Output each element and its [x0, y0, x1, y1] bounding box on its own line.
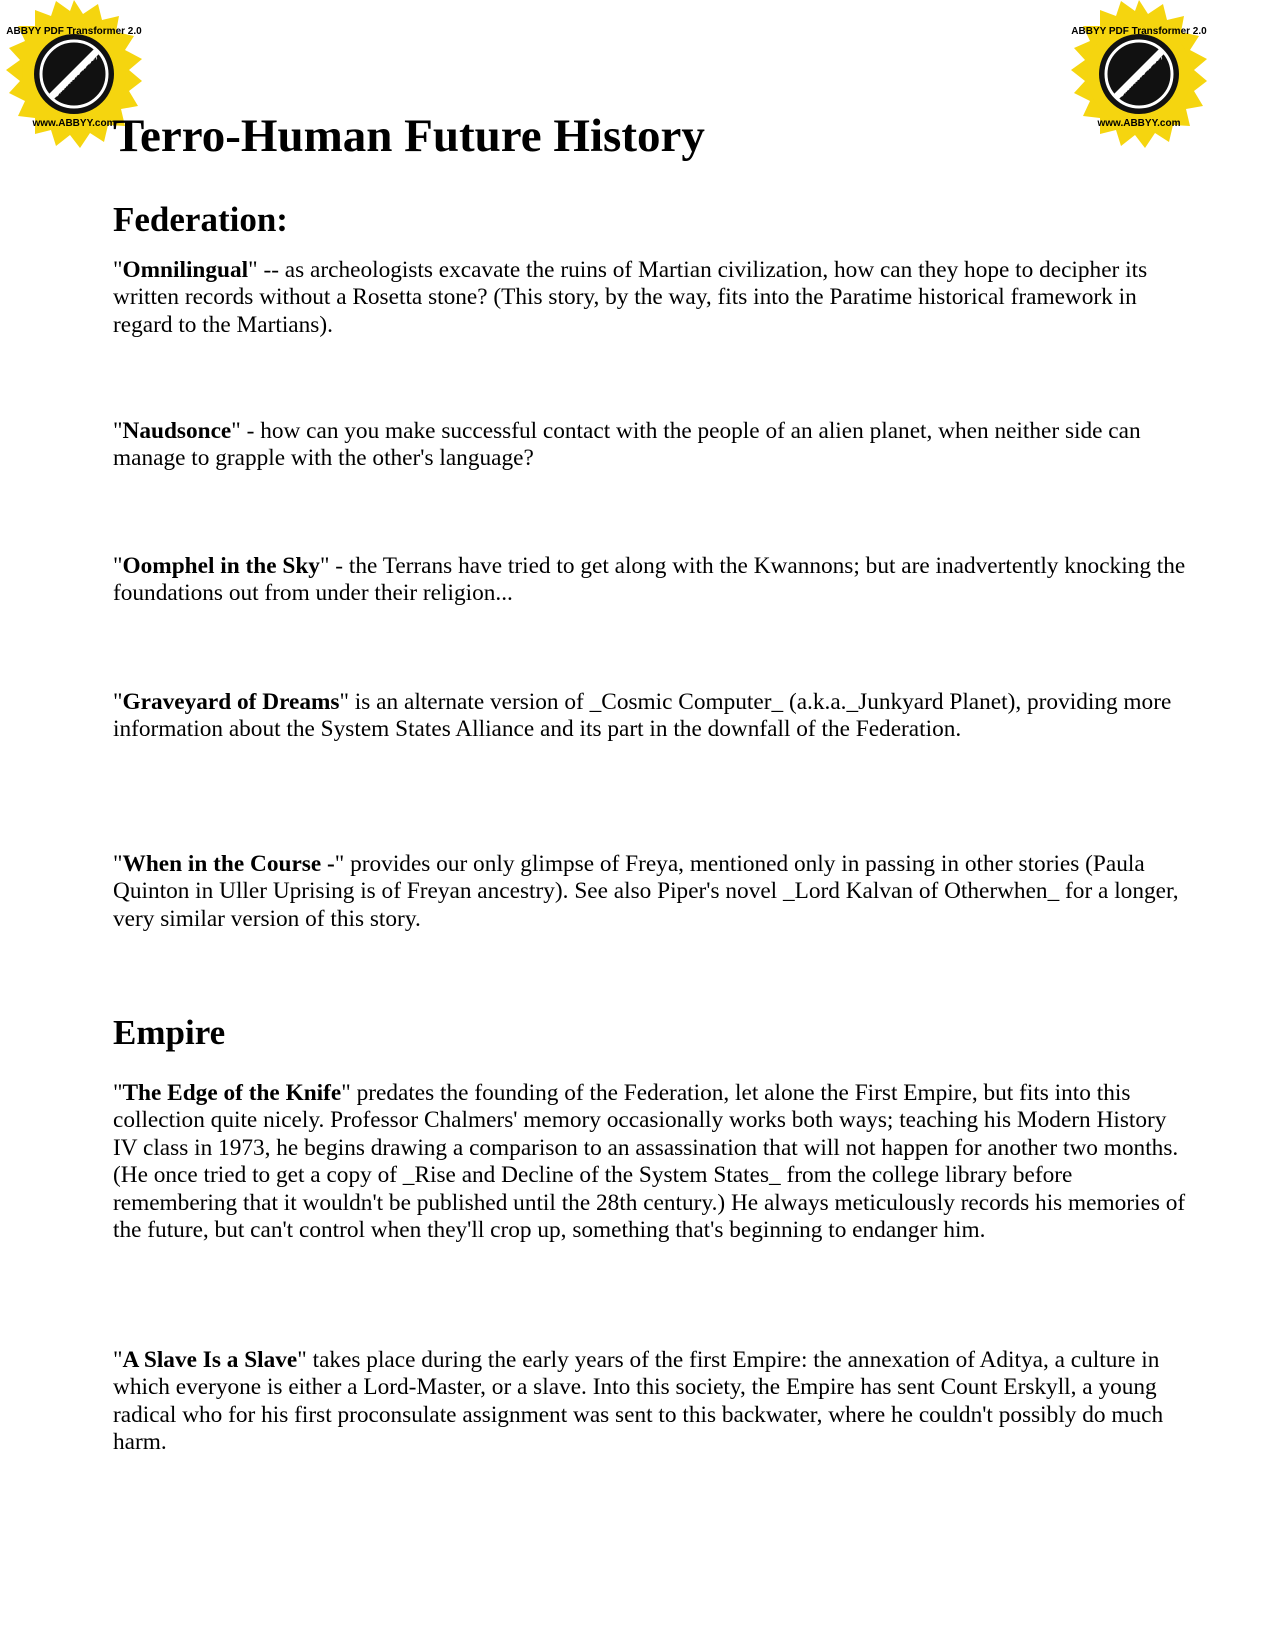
section-heading-empire: Empire [113, 1013, 226, 1052]
entry-text: takes place during the early years of the first Empire: the annexation of Aditya, a culture in which everyone is either a Lord-Master, or a slave. Into this society, the Empire has sent Count Erskyll, a young radical who for his first proconsulate assignment was sent to this backwater, where he couldn't possibly do much harm. [113, 1347, 1164, 1456]
entry-text: - the Terrans have tried to get along with the Kwannons; but are inadvertently knocking the foundations out from under their religion... [113, 553, 1186, 607]
svg-text:www.ABBYY.com: www.ABBYY.com [1097, 118, 1181, 129]
svg-text:ABBYY PDF Transformer 2.0: ABBYY PDF Transformer 2.0 [6, 26, 142, 37]
page-title: Terro-Human Future History [113, 110, 705, 162]
svg-text:ABBYY PDF Transformer 2.0: ABBYY PDF Transformer 2.0 [1071, 26, 1207, 37]
svg-text:www.ABBYY.com: www.ABBYY.com [32, 118, 116, 129]
entry-title: Oomphel in the Sky [122, 553, 320, 579]
entry-text: -- as archeologists excavate the ruins of Martian civilization, how can they hope to decipher its written records without a Rosetta stone? (This story, by the way, fits into the Paratime historical framework in regard to the Martians). [113, 257, 1148, 338]
entry-text: - how can you make successful contact with the people of an alien planet, when neither side can manage to grapple with the other's language? [113, 418, 1141, 472]
section-heading-federation: Federation: [113, 200, 288, 239]
entry-the-edge-of-the-knife: "The Edge of the Knife" predates the founding of the Federation, let alone the First Empire, but fits into this collection quite nicely. Professor Chalmers' memory occasionally works both ways; teaching his Modern History IV class in 1973, he begins drawing a comparison to an assassination that will not happen for another two months. (He once tried to get a copy of _Rise and Decline of the System States_ from the college library before remembering that it wouldn't be published until the 28th century.) He always meticulously records his memories of the future, but can't control when they'll crop up, something that's beginning to endanger him. [113, 1080, 1186, 1244]
entry-a-slave-is-a-slave: "A Slave Is a Slave" takes place during the early years of the first Empire: the annexation of Aditya, a culture in which everyone is either a Lord-Master, or a slave. Into this society, the Empire has sent Count Erskyll, a young radical who for his first proconsulate assignment was sent to this backwater, where he couldn't possibly do much harm. [113, 1347, 1164, 1456]
entry-text: provides our only glimpse of Freya, mentioned only in passing in other stories (Paula Quinton in Uller Uprising is of Freyan ancestry). See also Piper's novel _Lord Kalvan of Otherwhen_ for a longer, very similar version of this story. [113, 851, 1179, 932]
entry-title: A Slave Is a Slave [122, 1347, 298, 1373]
entry-title: Graveyard of Dreams [122, 689, 340, 715]
entry-text: predates the founding of the Federation, let alone the First Empire, but fits into this collection quite nicely. Professor Chalmers' memory occasionally works both ways; teaching his Modern History IV class in 1973, he begins drawing a comparison to an assassination that will not happen for another two months. (He once tried to get a copy of _Rise and Decline of the System States_ from the college library before remembering that it wouldn't be published until the 28th century.) He always meticulously records his memories of the future, but can't control when they'll crop up, something that's beginning to endanger him. [113, 1080, 1186, 1244]
entry-title: The Edge of the Knife [122, 1080, 342, 1106]
entry-graveyard-of-dreams: "Graveyard of Dreams" is an alternate version of _Cosmic Computer_ (a.k.a._Junkyard Planet), providing more information about the System States Alliance and its part in the downfall of the Federation. [113, 689, 1172, 743]
abbyy-badge-icon [1063, 0, 1215, 150]
abbyy-badge-right[interactable] [1063, 0, 1215, 150]
entry-naudsonce: "Naudsonce" - how can you make successful contact with the people of an alien planet, when neither side can manage to grapple with the other's language? [113, 418, 1141, 472]
svg-text:Click here to buy: Click here to buy [1115, 50, 1165, 100]
entry-title: When in the Course - [122, 851, 335, 877]
entry-text: is an alternate version of _Cosmic Computer_ (a.k.a._Junkyard Planet), providing more information about the System States Alliance and its part in the downfall of the Federation. [113, 689, 1172, 743]
entry-omnilingual: "Omnilingual" -- as archeologists excavate the ruins of Martian civilization, how can they hope to decipher its written records without a Rosetta stone? (This story, by the way, fits into the Paratime historical framework in regard to the Martians). [113, 257, 1148, 338]
entry-when-in-the-course: "When in the Course -" provides our only glimpse of Freya, mentioned only in passing in other stories (Paula Quinton in Uller Uprising is of Freyan ancestry). See also Piper's novel _Lord Kalvan of Otherwhen_ for a longer, very similar version of this story. [113, 851, 1179, 932]
svg-text:Click here to buy: Click here to buy [50, 50, 100, 100]
entry-title: Omnilingual [122, 257, 249, 283]
entry-oomphel-in-the-sky: "Oomphel in the Sky" - the Terrans have tried to get along with the Kwannons; but are inadvertently knocking the foundations out from under their religion... [113, 553, 1186, 607]
entry-title: Naudsonce [122, 418, 232, 444]
